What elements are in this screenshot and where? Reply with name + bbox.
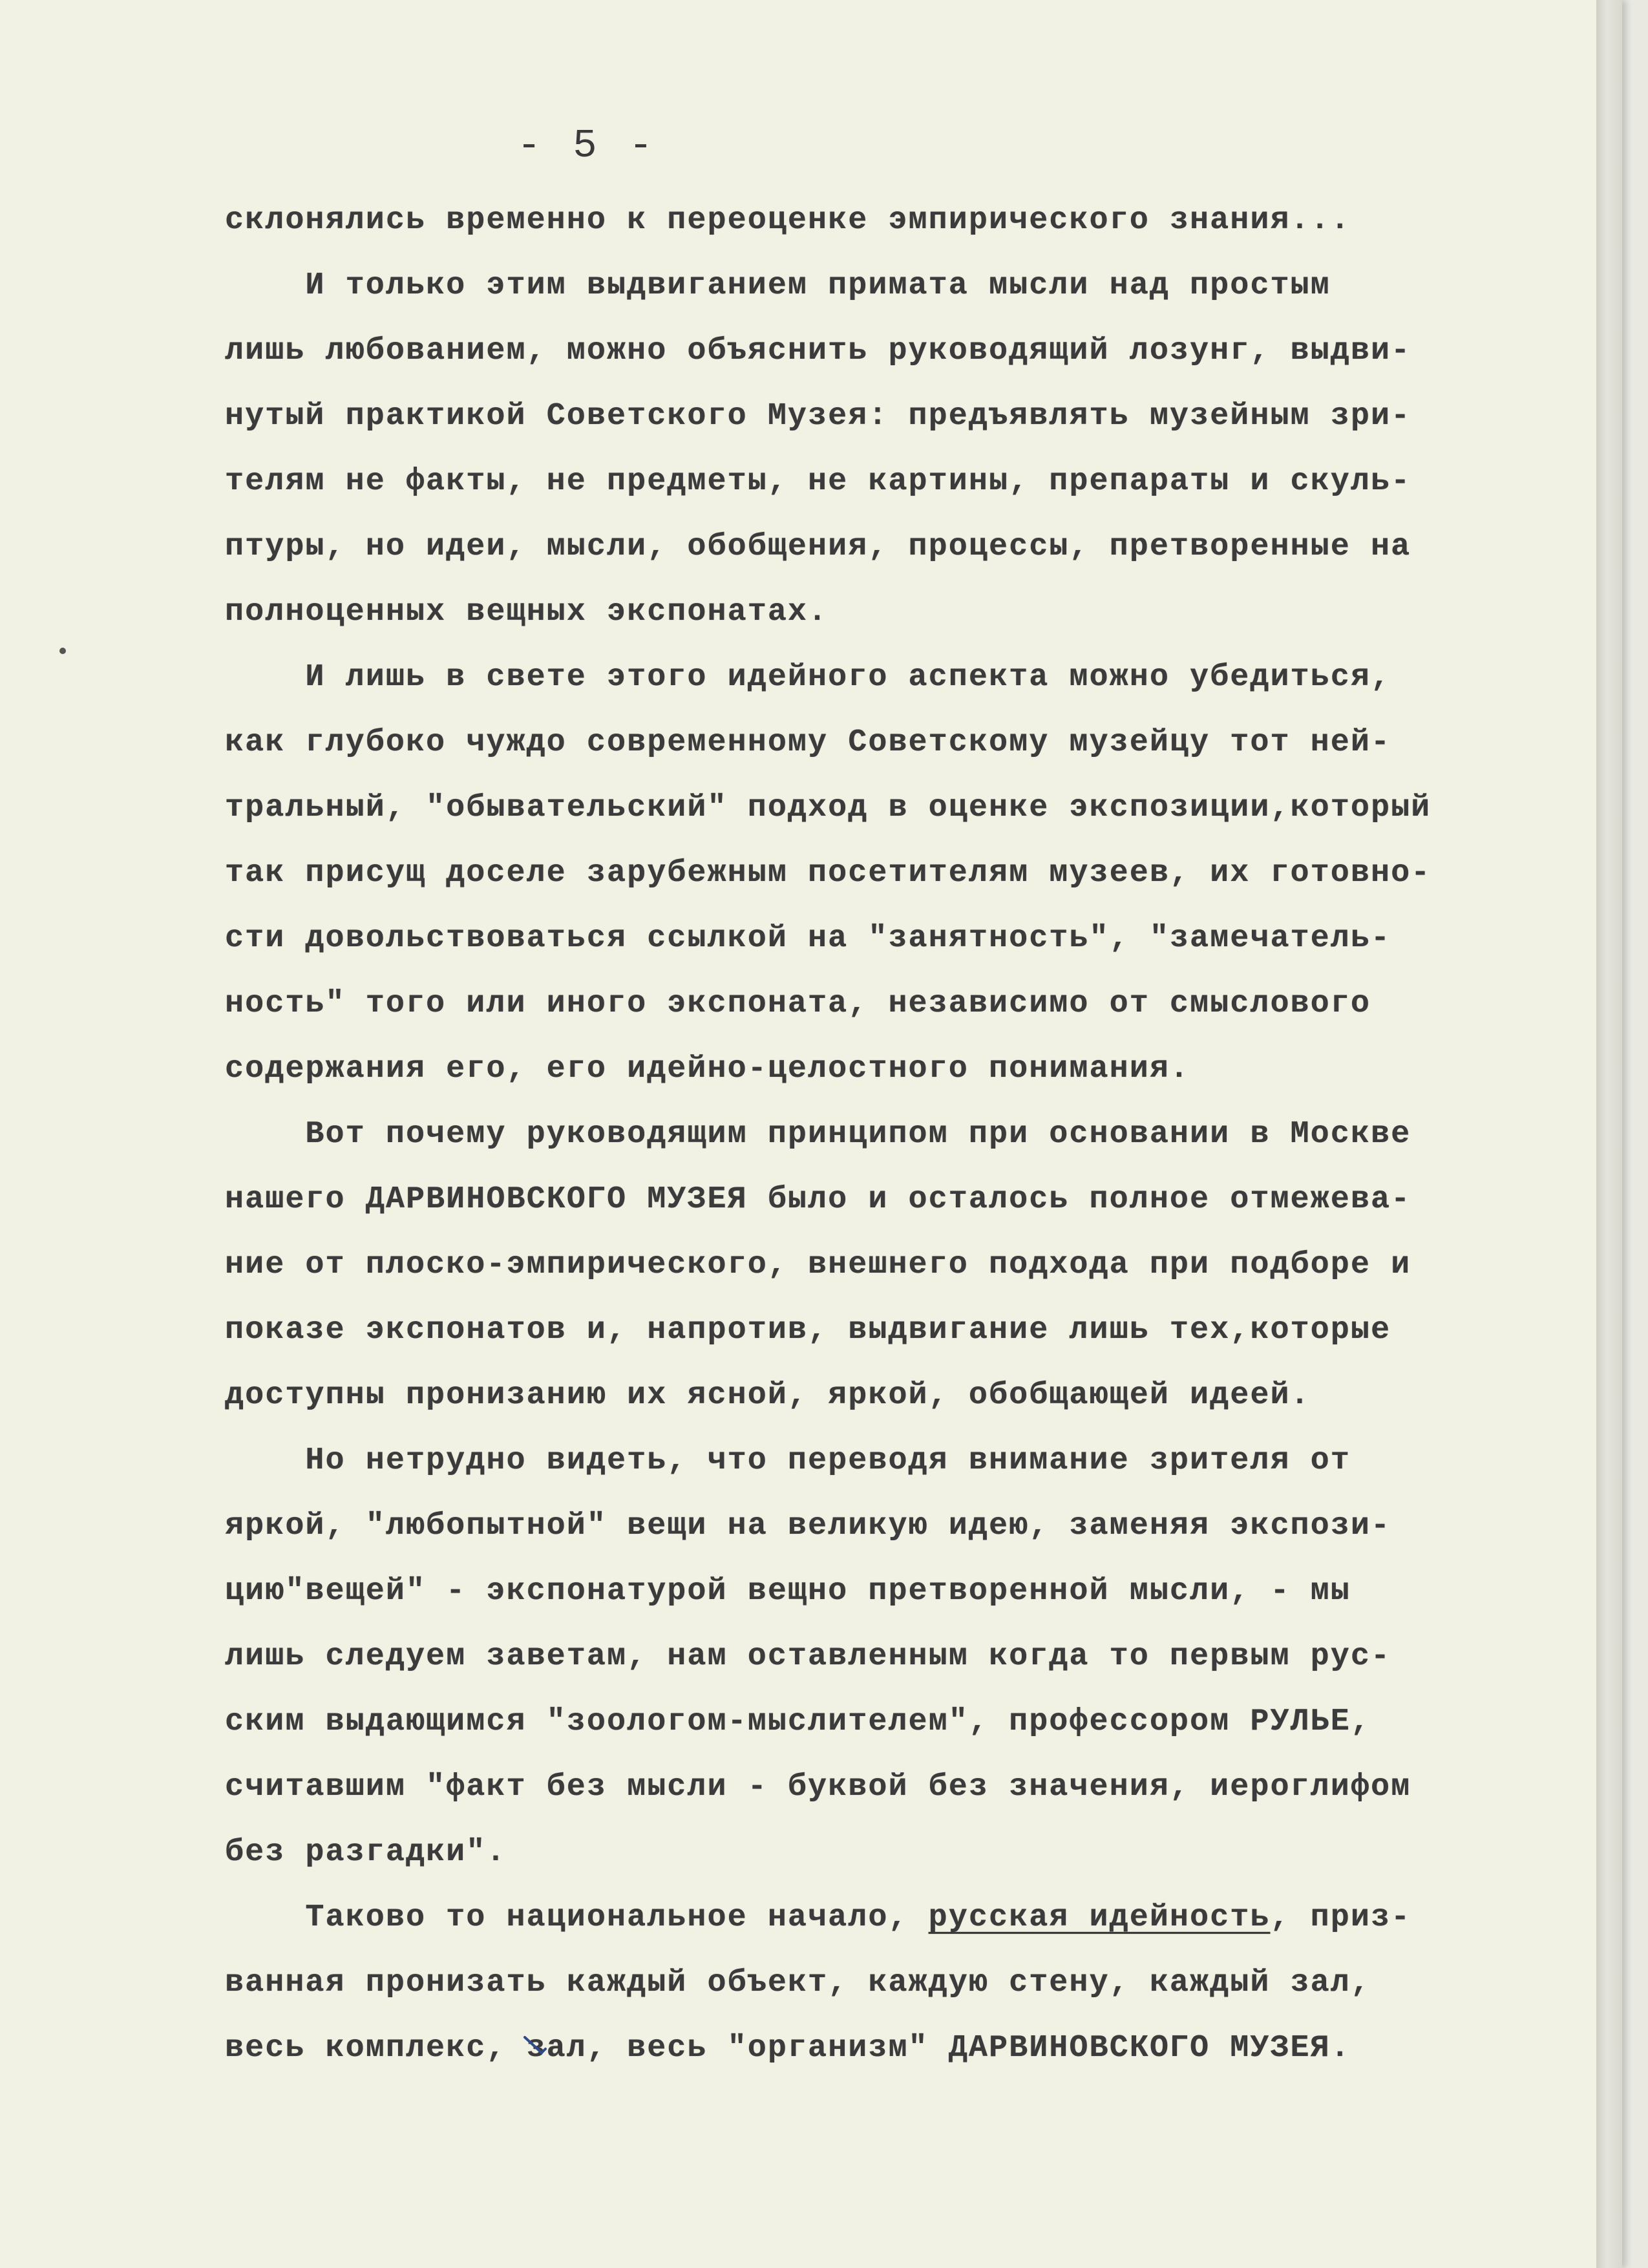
text-line: цию"вещей" - экспонатурой вещно претворенной мысли, - мы bbox=[225, 1573, 1351, 1609]
text-line: считавшим "факт без мысли - буквой без значения, иероглифом bbox=[225, 1769, 1411, 1805]
text-line: весь комплекс, зал, весь "организм" ДАРВИНОВСКОГО МУЗЕЯ. bbox=[225, 2030, 1351, 2066]
text-line: телям не факты, не предметы, не картины, препараты и скуль- bbox=[225, 463, 1411, 499]
text-line: Но нетрудно видеть, что переводя внимание зрителя от bbox=[225, 1443, 1351, 1478]
text-line: И лишь в свете этого идейного аспекта можно убедиться, bbox=[225, 659, 1391, 695]
underlined-phrase: русская идейность bbox=[928, 1900, 1271, 1935]
text-line: доступны пронизанию их ясной, яркой, обобщающей идеей. bbox=[225, 1377, 1311, 1413]
text-line: нутый практикой Советского Музея: предъявлять музейным зри- bbox=[225, 398, 1411, 434]
text-line: нашего ДАРВИНОВСКОГО МУЗЕЯ было и осталось полное отмежева- bbox=[225, 1182, 1411, 1217]
text-line: полноценных вещных экспонатах. bbox=[225, 594, 829, 630]
text-line: ность" того или иного экспоната, независимо от смыслового bbox=[225, 986, 1371, 1021]
page-edge bbox=[1596, 0, 1622, 2268]
text-line: лишь следуем заветам, нам оставленным когда то первым рус- bbox=[225, 1638, 1391, 1674]
text-line: ванная пронизать каждый объект, каждую стену, каждый зал, bbox=[225, 1965, 1371, 2000]
typed-body-text bbox=[225, 187, 1431, 2081]
text-line: тральный, "обывательский" подход в оценке экспозиции,который bbox=[225, 790, 1431, 825]
text-span: Таково то национальное начало, bbox=[225, 1900, 929, 1935]
text-line: птуры, но идеи, мысли, обобщения, процессы, претворенные на bbox=[225, 529, 1411, 564]
text-line: яркой, "любопытной" вещи на великую идею, заменяя экспози- bbox=[225, 1508, 1391, 1543]
text-line: ским выдающимся "зоологом-мыслителем", профессором РУЛЬЕ, bbox=[225, 1704, 1371, 1739]
text-line: Вот почему руководящим принципом при основании в Москве bbox=[225, 1116, 1411, 1152]
text-line: лишь любованием, можно объяснить руководящий лозунг, выдви- bbox=[225, 333, 1411, 368]
margin-speck bbox=[59, 648, 66, 654]
text-line: склонялись временно к переоценке эмпирического знания... bbox=[225, 202, 1351, 238]
text-line: так присущ доселе зарубежным посетителям музеев, их готовно- bbox=[225, 855, 1431, 891]
pen-mark bbox=[522, 2035, 548, 2057]
text-line: без разгадки". bbox=[225, 1834, 507, 1870]
text-line: содержания его, его идейно-целостного понимания. bbox=[225, 1051, 1190, 1086]
text-line: сти довольствоваться ссылкой на "занятность", "замечатель- bbox=[225, 920, 1391, 956]
text-line: показе экспонатов и, напротив, выдвигание лишь тех,которые bbox=[225, 1312, 1391, 1348]
text-line: ние от плоско-эмпирического, внешнего подхода при подборе и bbox=[225, 1247, 1411, 1282]
text-span: , приз- bbox=[1270, 1900, 1411, 1935]
text-line: как глубоко чуждо современному Советскому музейцу тот ней- bbox=[225, 725, 1391, 760]
text-line: И только этим выдвиганием примата мысли над простым bbox=[225, 268, 1331, 303]
page-number: - 5 - bbox=[517, 123, 657, 169]
text-line bbox=[225, 1885, 1431, 1950]
